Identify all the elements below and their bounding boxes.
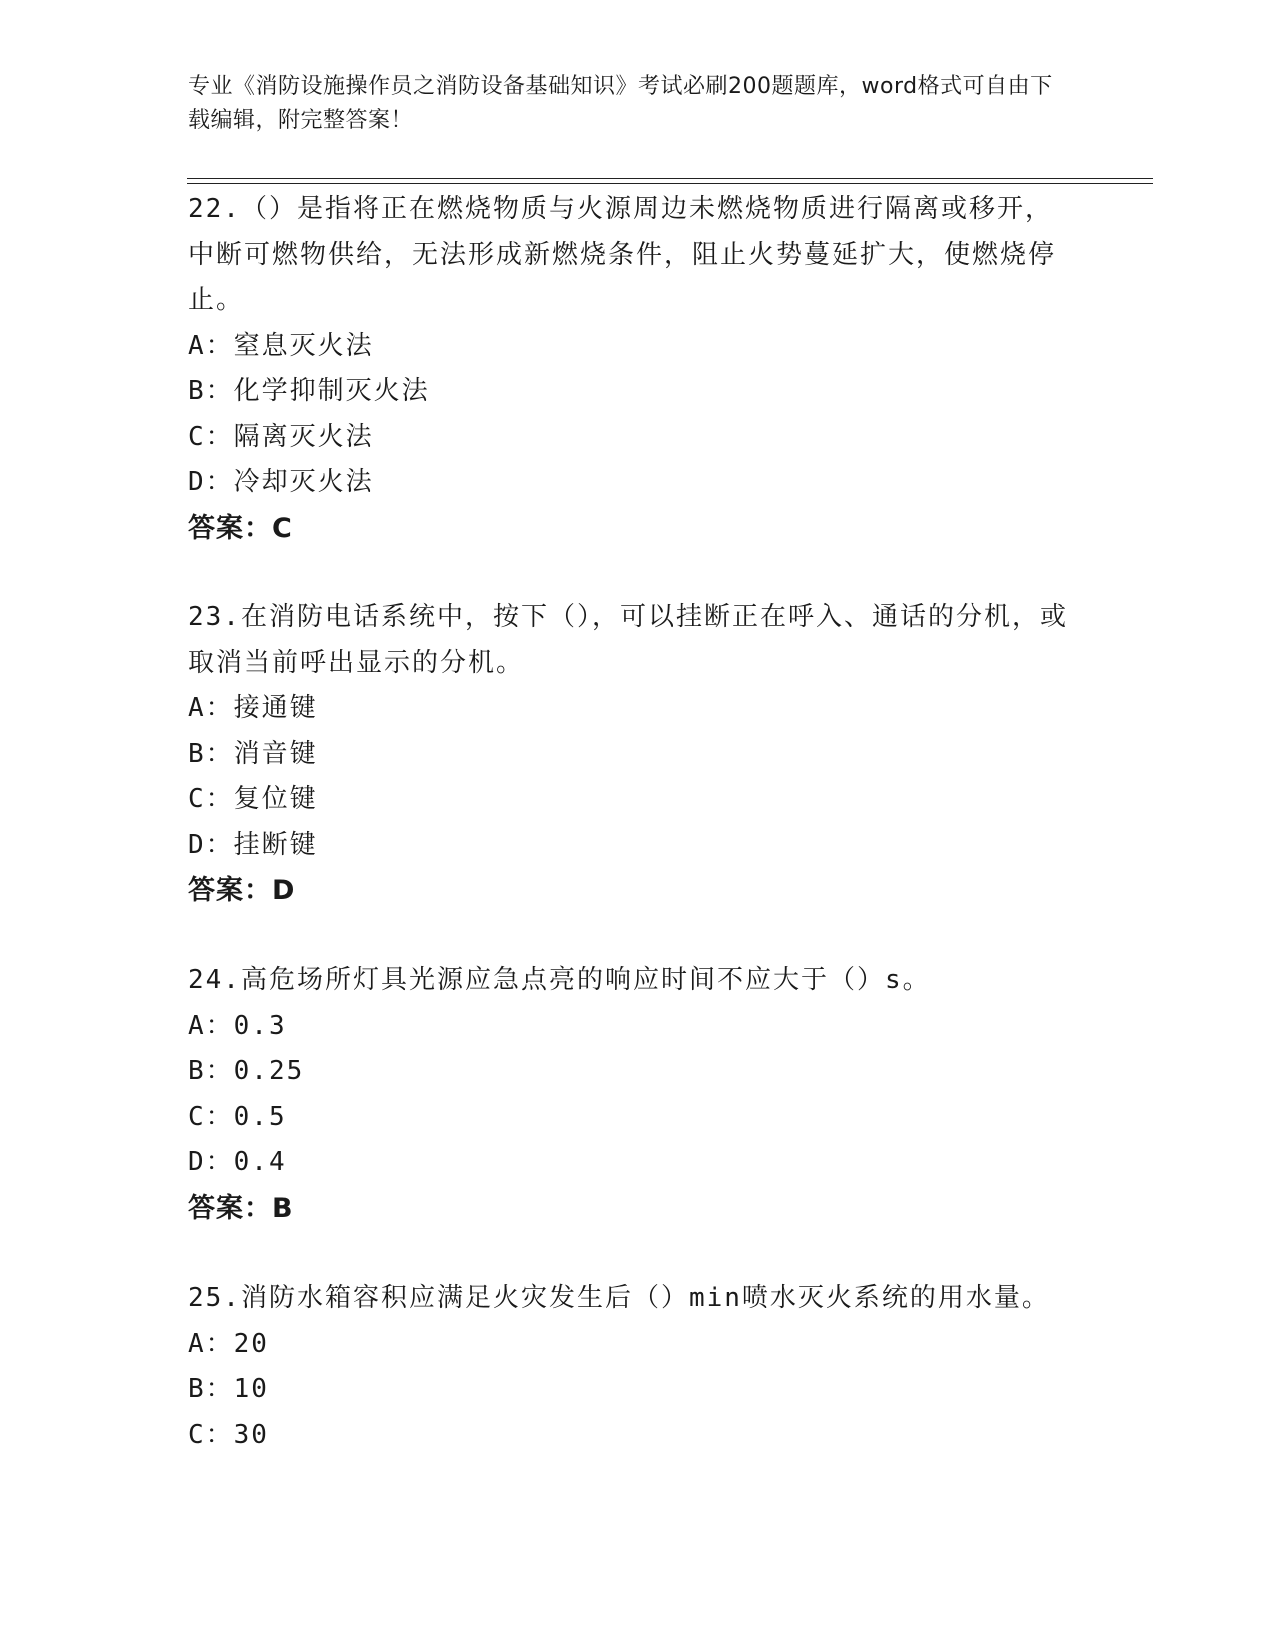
- document-header: 专业《消防设施操作员之消防设备基础知识》考试必刷200题题库，word格式可自由下载编辑，附完整答案！: [188, 74, 1053, 133]
- option-d: D：冷却灭火法: [188, 467, 374, 497]
- option-d: D：0.4: [188, 1147, 287, 1177]
- option-b: B：0.25: [188, 1056, 305, 1086]
- option-b: B：10: [188, 1374, 269, 1404]
- question-24: [188, 958, 1068, 1231]
- header-divider-bottom: [187, 183, 1153, 184]
- question-22: [188, 187, 1068, 551]
- question-25: [188, 1276, 1068, 1458]
- option-a: A：接通键: [188, 693, 318, 723]
- answer-line: 答案：C: [188, 512, 293, 544]
- option-a: A：0.3: [188, 1010, 287, 1041]
- answer-line: 答案：D: [188, 875, 296, 906]
- option-b: B：消音键: [188, 738, 318, 769]
- option-c: C：0.5: [188, 1101, 287, 1132]
- question-stem: 25.消防水箱容积应满足火灾发生后（）min喷水灭火系统的用水量。: [188, 1283, 1050, 1313]
- question-stem: 22.（）是指将正在燃烧物质与火源周边未燃烧物质进行隔离或移开，中断可燃物供给，无法形成新燃烧条件，阻止火势蔓延扩大，使燃烧停止。: [188, 194, 1057, 315]
- option-a: A：20: [188, 1328, 269, 1359]
- answer-line: 答案：B: [188, 1192, 294, 1224]
- header-divider-top: [187, 178, 1153, 179]
- question-stem: 23.在消防电话系统中，按下（），可以挂断正在呼入、通话的分机，或取消当前呼出显示的分机。: [188, 602, 1068, 678]
- question-stem: 24.高危场所灯具光源应急点亮的响应时间不应大于（）s。: [188, 965, 931, 995]
- option-c: C：隔离灭火法: [188, 421, 374, 452]
- option-c: C：复位键: [188, 784, 318, 814]
- question-23: [188, 595, 1068, 914]
- option-a: A：窒息灭火法: [188, 330, 374, 361]
- option-c: C：30: [188, 1419, 269, 1450]
- option-d: D：挂断键: [188, 829, 318, 860]
- option-b: B：化学抑制灭火法: [188, 376, 430, 406]
